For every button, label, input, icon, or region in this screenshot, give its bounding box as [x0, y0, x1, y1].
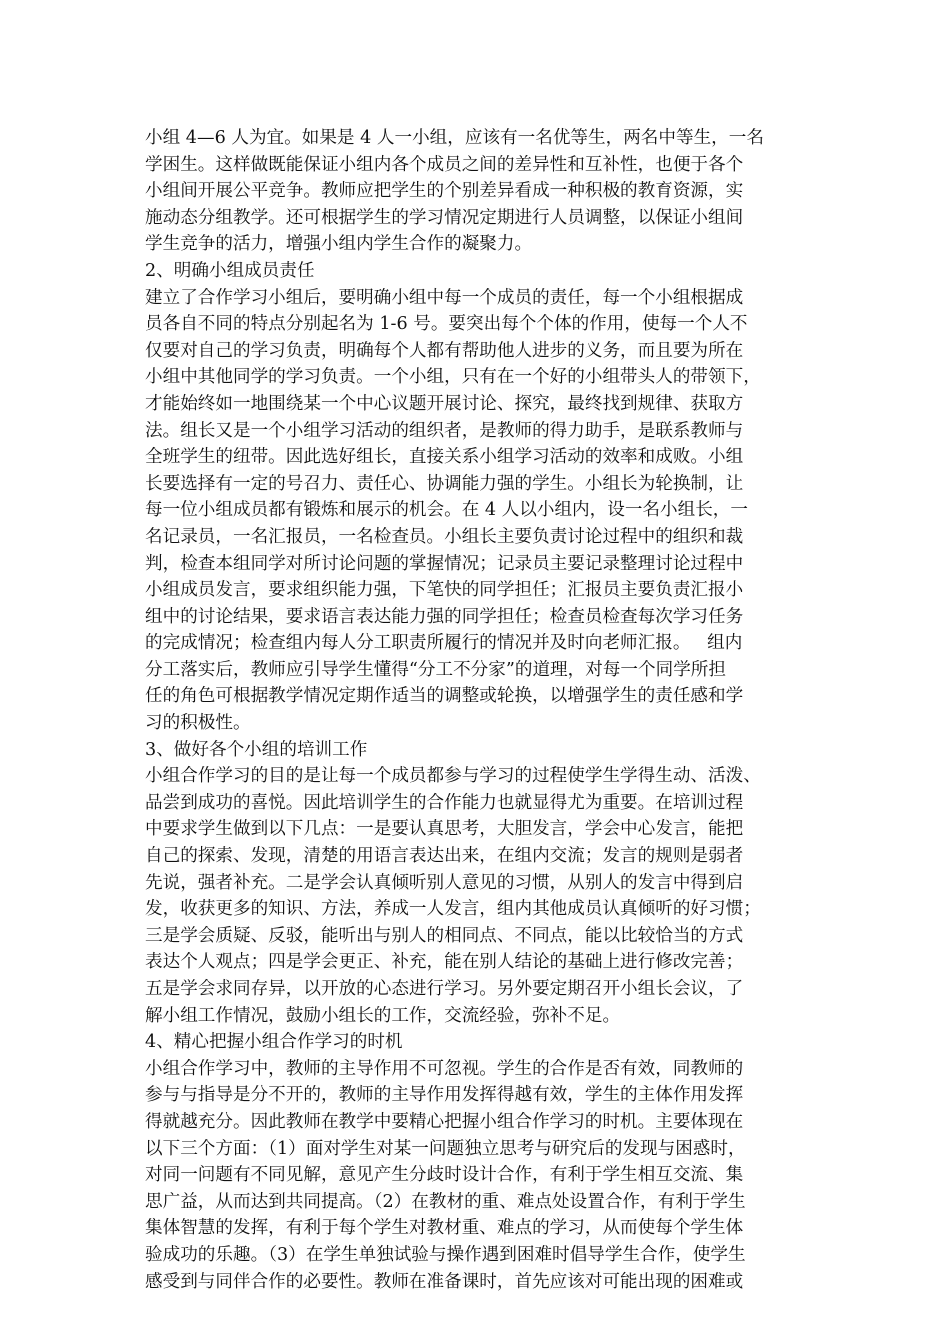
text-line: 参与与指导是分不开的，教师的主导作用发挥得越有效，学生的主体作用发挥	[145, 1085, 744, 1106]
text-line: 先说，强者补充。二是学会认真倾听别人意见的习惯，从别人的发言中得到启	[145, 872, 744, 893]
text-line: 施动态分组教学。还可根据学生的学习情况定期进行人员调整，以保证小组间	[145, 207, 744, 228]
text-line: 的完成情况；检查组内每人分工职责所履行的情况并及时向老师汇报。 组内	[145, 633, 743, 654]
text-line: 4、精心把握小组合作学习的时机	[145, 1032, 403, 1053]
text-line: 发，收获更多的知识、方法，养成一人发言，组内其他成员认真倾听的好习惯；	[145, 899, 761, 920]
text-line: 仅要对自己的学习负责，明确每个人都有帮助他人进步的义务，而且要为所在	[145, 340, 744, 361]
text-line: 小组合作学习中，教师的主导作用不可忽视。学生的合作是否有效，同教师的	[145, 1058, 744, 1079]
text-line: 集体智慧的发挥，有利于每个学生对教材重、难点的学习，从而使每个学生体	[145, 1218, 744, 1239]
text-line: 学困生。这样做既能保证小组内各个成员之间的差异性和互补性，也便于各个	[145, 154, 744, 175]
text-line: 组中的讨论结果，要求语言表达能力强的同学担任；检查员检查每次学习任务	[145, 606, 744, 627]
text-line: 小组间开展公平竞争。教师应把学生的个别差异看成一种积极的教育资源，实	[145, 181, 744, 202]
text-line: 学生竞争的活力，增强小组内学生合作的凝聚力。	[145, 234, 533, 255]
text-line: 自己的探索、发现，清楚的用语言表达出来，在组内交流；发言的规则是弱者	[145, 846, 744, 867]
text-line: 名记录员，一名汇报员，一名检查员。小组长主要负责讨论过程中的组织和裁	[145, 526, 744, 547]
text-line: 以下三个方面：（1）面对学生对某一问题独立思考与研究后的发现与困惑时，	[145, 1138, 746, 1159]
text-line: 才能始终如一地围绕某一个中心议题开展讨论、探究，最终找到规律、获取方	[145, 393, 744, 414]
text-line: 小组 4—6 人为宜。如果是 4 人一小组，应该有一名优等生，两名中等生，一名	[145, 128, 764, 148]
text-line: 小组成员发言，要求组织能力强，下笔快的同学担任；汇报员主要负责汇报小	[145, 580, 744, 601]
text-line: 验成功的乐趣。（3）在学生单独试验与操作遇到困难时倡导学生合作，使学生	[145, 1244, 746, 1265]
text-line: 小组中其他同学的学习负责。一个小组，只有在一个好的小组带头人的带领下，	[145, 367, 761, 388]
text-line: 3、做好各个小组的培训工作	[145, 739, 368, 760]
text-line: 法。组长又是一个小组学习活动的组织者，是教师的得力助手，是联系教师与	[145, 420, 744, 441]
text-line: 感受到与同伴合作的必要性。教师在准备课时，首先应该对可能出现的困难或	[145, 1271, 744, 1292]
text-line: 思广益，从而达到共同提高。（2）在教材的重、难点处设置合作，有利于学生	[145, 1191, 746, 1212]
text-line: 任的角色可根据教学情况定期作适当的调整或轮换，以增强学生的责任感和学	[145, 686, 744, 707]
text-line: 每一位小组成员都有锻炼和展示的机会。在 4 人以小组内，设一名小组长，一	[145, 500, 748, 521]
text-line: 对同一问题有不同见解，意见产生分歧时设计合作，有利于学生相互交流、集	[145, 1165, 744, 1186]
text-line: 全班学生的纽带。因此选好组长，直接关系小组学习活动的效率和成败。小组	[145, 447, 744, 468]
text-line: 五是学会求同存异，以开放的心态进行学习。另外要定期召开小组长会议，了	[145, 979, 744, 999]
text-line: 员各自不同的特点分别起名为 1-6 号。要突出每个个体的作用，使每一个人不	[145, 314, 748, 335]
text-line: 判，检查本组同学对所讨论问题的掌握情况；记录员主要记录整理讨论过程中	[145, 553, 744, 574]
text-line: 小组合作学习的目的是让每一个成员都参与学习的过程使学生学得生动、活泼、	[145, 766, 761, 787]
text-line: 得就越充分。因此教师在教学中要精心把握小组合作学习的时机。主要体现在	[145, 1111, 744, 1132]
text-line: 三是学会质疑、反驳，能听出与别人的相同点、不同点，能以比较恰当的方式	[145, 925, 744, 946]
text-line: 2、明确小组成员责任	[145, 260, 315, 281]
text-line: 解小组工作情况，鼓励小组长的工作，交流经验，弥补不足。	[145, 1005, 621, 1026]
document-body	[145, 125, 805, 1295]
text-line: 建立了合作学习小组后，要明确小组中每一个成员的责任，每一个小组根据成	[145, 287, 744, 308]
text-line: 表达个人观点；四是学会更正、补充，能在别人结论的基础上进行修改完善；	[145, 952, 744, 973]
text-line: 品尝到成功的喜悦。因此培训学生的合作能力也就显得尤为重要。在培训过程	[145, 792, 744, 813]
text-line: 中要求学生做到以下几点：一是要认真思考，大胆发言，学会中心发言，能把	[145, 819, 744, 840]
text-line: 习的积极性。	[145, 713, 251, 734]
text-line: 长要选择有一定的号召力、责任心、协调能力强的学生。小组长为轮换制，让	[145, 473, 744, 494]
text-line: 分工落实后，教师应引导学生懂得“分工不分家”的道理，对每一个同学所担	[145, 659, 726, 680]
